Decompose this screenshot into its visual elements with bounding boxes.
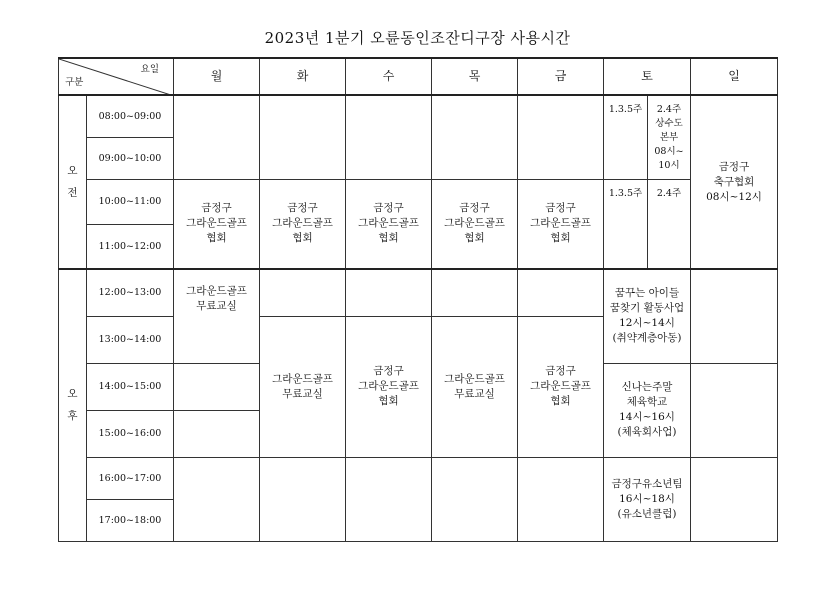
empty-cell xyxy=(432,95,518,179)
empty-cell xyxy=(260,457,346,541)
thu-pm-class: 그라운드골프 무료교실 xyxy=(432,316,518,457)
empty-cell xyxy=(174,95,260,179)
time-slot: 11:00~12:00 xyxy=(87,224,174,269)
header-mon: 월 xyxy=(174,58,260,95)
header-sat: 토 xyxy=(604,58,691,95)
empty-cell xyxy=(691,457,778,541)
time-slot: 12:00~13:00 xyxy=(87,269,174,316)
header-wed: 수 xyxy=(346,58,432,95)
tue-pm-class: 그라운드골프 무료교실 xyxy=(260,316,346,457)
time-slot: 13:00~14:00 xyxy=(87,316,174,363)
sat-late-24: 2.4주 xyxy=(648,179,691,269)
empty-cell xyxy=(346,95,432,179)
time-slot: 17:00~18:00 xyxy=(87,499,174,541)
sun-am-soccer: 금정구 축구협회 08시~12시 xyxy=(691,95,778,269)
empty-cell xyxy=(260,95,346,179)
time-slot: 15:00~16:00 xyxy=(87,410,174,457)
fri-pm-team: 금정구 그라운드골프 협회 xyxy=(518,316,604,457)
header-fri: 금 xyxy=(518,58,604,95)
empty-cell xyxy=(518,95,604,179)
empty-cell xyxy=(518,457,604,541)
time-slot: 14:00~15:00 xyxy=(87,363,174,410)
time-slot: 16:00~17:00 xyxy=(87,457,174,499)
header-corner xyxy=(59,58,174,95)
sat-pm-sports: 신나는주말 체육학교 14시~16시 (체육회사업) xyxy=(604,363,691,457)
empty-cell xyxy=(174,363,260,410)
empty-cell xyxy=(518,269,604,316)
period-am: 오 전 xyxy=(59,95,87,269)
header-thu: 목 xyxy=(432,58,518,95)
sat-late-135: 1.3.5주 xyxy=(604,179,648,269)
fri-am-team: 금정구 그라운드골프 협회 xyxy=(518,179,604,269)
header-sun: 일 xyxy=(691,58,778,95)
time-slot: 09:00~10:00 xyxy=(87,137,174,179)
mon-am-team: 금정구 그라운드골프 협회 xyxy=(174,179,260,269)
tue-am-team: 금정구 그라운드골프 협회 xyxy=(260,179,346,269)
header-tue: 화 xyxy=(260,58,346,95)
empty-cell xyxy=(174,457,260,541)
sat-pm-youth: 금정구유소년팀 16시~18시 (유소년클럽) xyxy=(604,457,691,541)
mon-pm-class: 그라운드골프 무료교실 xyxy=(174,269,260,363)
empty-cell xyxy=(432,457,518,541)
sat-pm-dream: 꿈꾸는 아이들 꿈찾기 활동사업 12시~14시 (취약계층아동) xyxy=(604,269,691,363)
thu-am-team: 금정구 그라운드골프 협회 xyxy=(432,179,518,269)
sat-early-24: 2.4주 상수도 본부 08시~ 10시 xyxy=(648,95,691,179)
empty-cell xyxy=(174,410,260,457)
sat-early-135: 1.3.5주 xyxy=(604,95,648,179)
time-slot: 08:00~09:00 xyxy=(87,95,174,137)
wed-pm-team: 금정구 그라운드골프 협회 xyxy=(346,316,432,457)
category-label: 구분 xyxy=(65,77,84,88)
wed-am-team: 금정구 그라운드골프 협회 xyxy=(346,179,432,269)
schedule-table xyxy=(58,57,778,542)
day-label: 요일 xyxy=(140,64,159,75)
period-pm: 오 후 xyxy=(59,269,87,541)
empty-cell xyxy=(691,269,778,363)
time-slot: 10:00~11:00 xyxy=(87,179,174,224)
empty-cell xyxy=(346,269,432,316)
empty-cell xyxy=(432,269,518,316)
page-title: 2023년 1분기 오륜동인조잔디구장 사용시간 xyxy=(264,29,571,47)
empty-cell xyxy=(691,363,778,457)
empty-cell xyxy=(260,269,346,316)
empty-cell xyxy=(346,457,432,541)
